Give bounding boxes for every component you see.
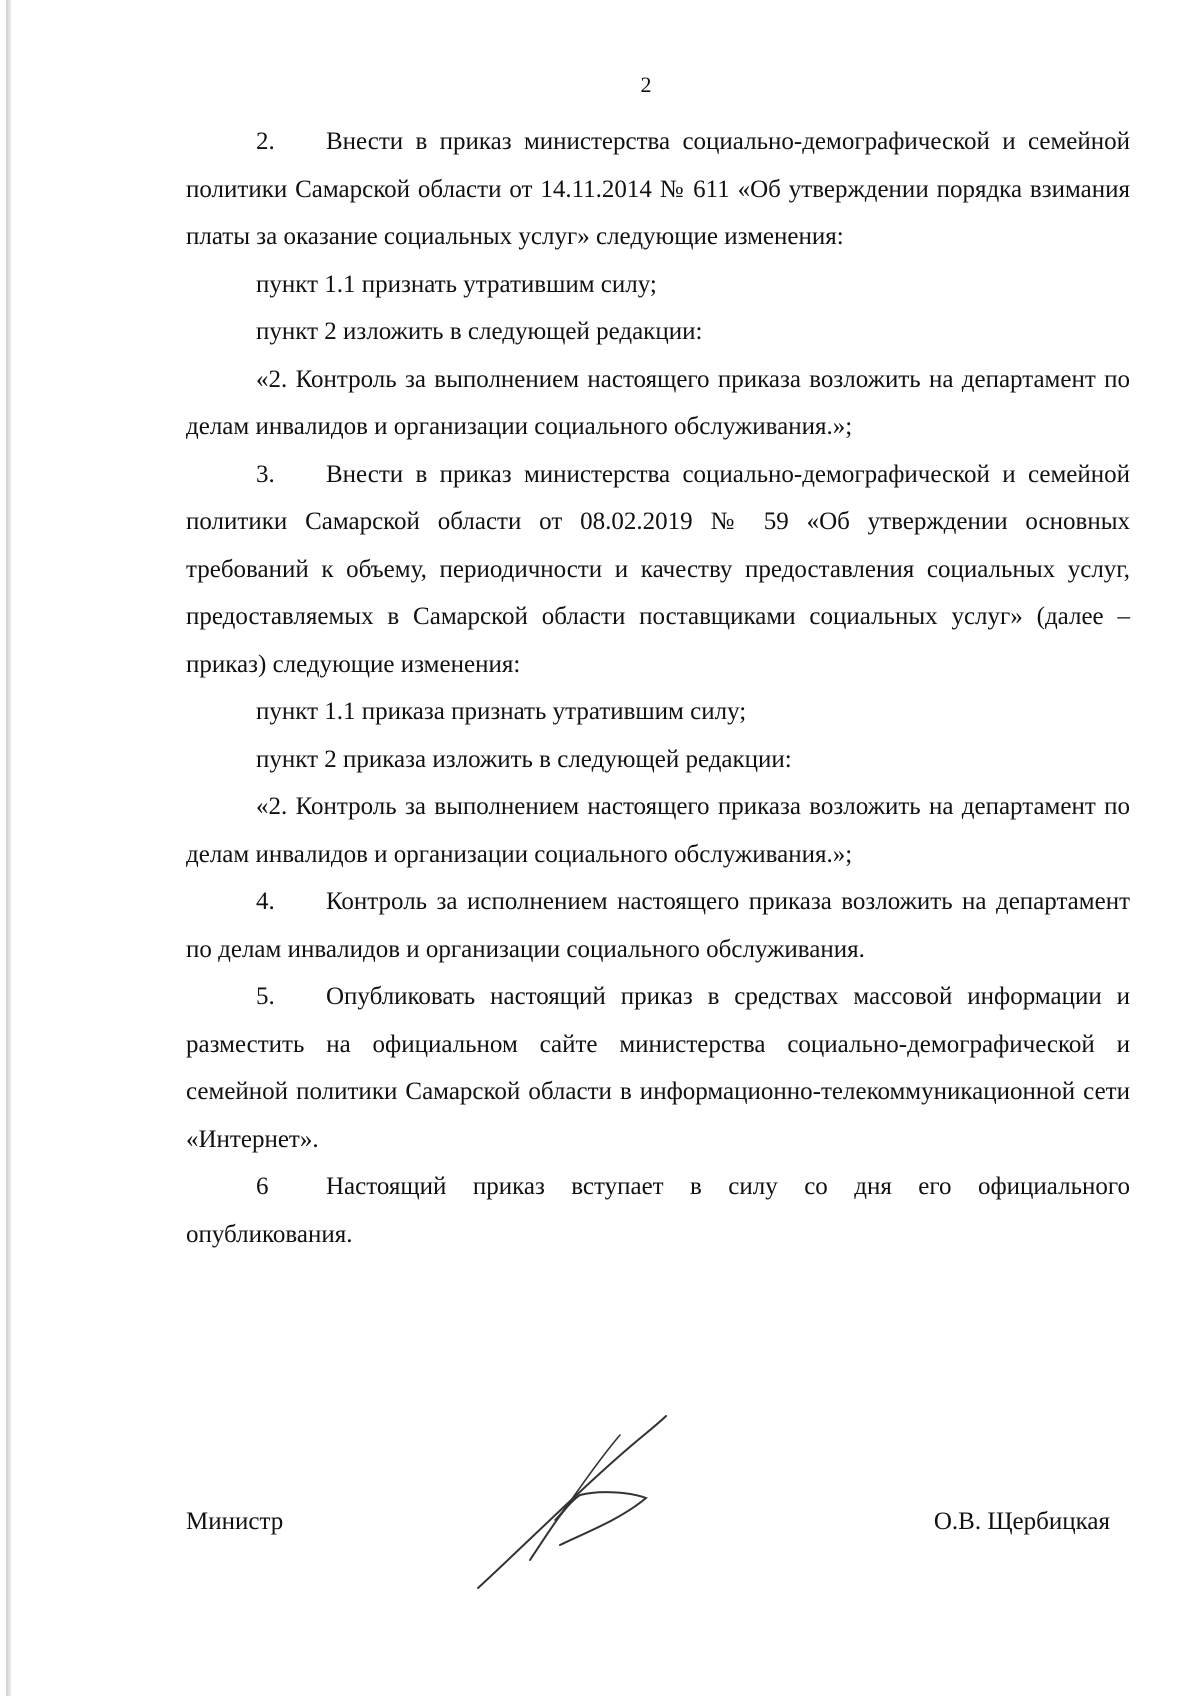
paragraph-5 <box>186 973 1130 1163</box>
paragraph-number: 2. <box>256 128 275 155</box>
paragraph-text: пункт 1.1 приказа признать утратившим силу; <box>256 698 747 725</box>
paragraph-text: «2. Контроль за выполнением настоящего приказа возложить на департамент по делам инвалидов и организации социального обслуживания.»; <box>186 793 1130 868</box>
scan-edge <box>6 0 11 1696</box>
paragraph-text: Опубликовать настоящий приказ в средствах массовой информации и разместить на официальном сайте министерства социально-демографической и семейной политики Самарской области в информационно-телекоммуникационной сети «Интернет». <box>186 983 1130 1153</box>
paragraph-2 <box>186 118 1130 261</box>
paragraph-number: 3. <box>256 460 275 488</box>
signer-name: О.В. Щербицкая <box>933 1508 1110 1535</box>
paragraph-6 <box>186 1163 1130 1258</box>
paragraph-text: Настоящий приказ вступает в силу со дня его официального опубликования. <box>186 1173 1130 1248</box>
document-body <box>186 118 1130 1258</box>
paragraph-text: Контроль за исполнением настоящего приказа возложить на департамент по делам инвалидов и организации социального обслуживания. <box>186 888 1130 963</box>
paragraph-3-quote <box>186 783 1130 878</box>
page-number: 2 <box>640 72 652 97</box>
paragraph-2-item-2 <box>186 308 1130 356</box>
paragraph-3-item-1 <box>186 688 1130 736</box>
paragraph-text: пункт 1.1 признать утратившим силу; <box>256 270 657 298</box>
handwritten-signature <box>470 1410 730 1600</box>
paragraph-number: 4. <box>256 888 275 915</box>
signature-block <box>186 1508 1110 1548</box>
paragraph-text: пункт 2 изложить в следующей редакции: <box>256 318 703 345</box>
paragraph-text: Внести в приказ министерства социально-демографической и семейной политики Самарской области от 14.11.2014 № 611 «Об утверждении порядка взимания платы за оказание социальных услуг» следующие изменения: <box>186 128 1130 250</box>
paragraph-3 <box>186 451 1130 689</box>
paragraph-text: пункт 2 приказа изложить в следующей редакции: <box>256 745 792 773</box>
paragraph-text: Внести в приказ министерства социально-демографической и семейной политики Самарской области от 08.02.2019 № 59 «Об утверждении основных требований к объему, периодичности и качеству предоставления социальных услуг, предоставляемых в Самарской области поставщиками социальных услуг» (далее – приказ) следующие изменения: <box>186 460 1130 678</box>
paragraph-number: 6 <box>256 1173 269 1200</box>
paragraph-4 <box>186 878 1130 973</box>
paragraph-2-item-1 <box>186 261 1130 309</box>
paragraph-3-item-2 <box>186 736 1130 784</box>
paragraph-2-quote <box>186 356 1130 451</box>
paragraph-text: «2. Контроль за выполнением настоящего приказа возложить на департамент по делам инвалидов и организации социального обслуживания.»; <box>186 365 1130 440</box>
paragraph-number: 5. <box>256 983 275 1010</box>
signer-position: Министр <box>186 1508 284 1535</box>
